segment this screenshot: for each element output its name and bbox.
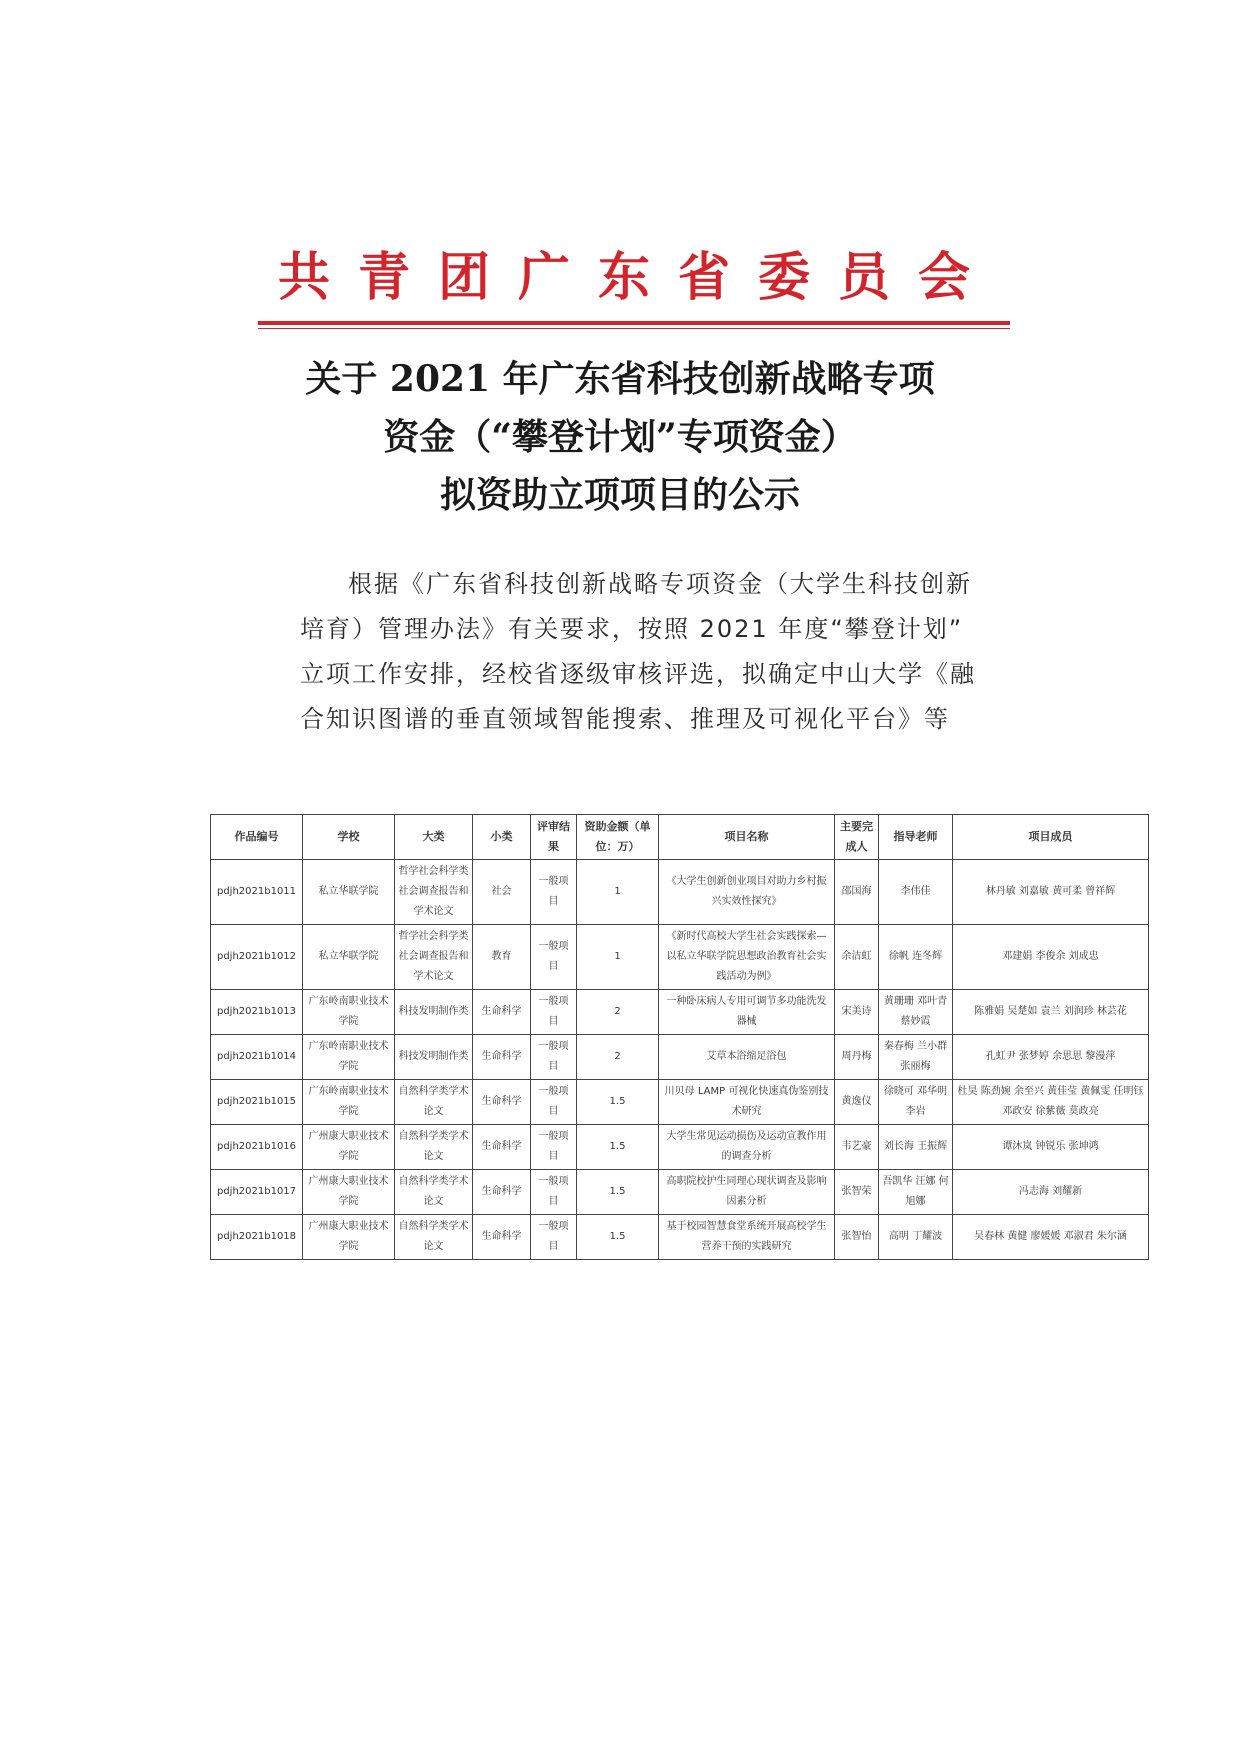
cell-id: pdjh2021b1011 <box>211 860 303 925</box>
cell-amount: 2 <box>577 1035 659 1080</box>
col-header-school: 学校 <box>303 815 395 860</box>
cell-school: 私立华联学院 <box>303 925 395 990</box>
cell-subcategory: 生命科学 <box>473 1035 531 1080</box>
cell-project-name: 一种卧床病人专用可调节多功能洗发器械 <box>659 990 835 1035</box>
table-row <box>211 1215 1149 1260</box>
table-row <box>211 860 1149 925</box>
cell-result: 一般项目 <box>531 1215 577 1260</box>
cell-school: 私立华联学院 <box>303 860 395 925</box>
col-header-project-name: 项目名称 <box>659 815 835 860</box>
cell-subcategory: 教育 <box>473 925 531 990</box>
cell-lead: 宋美诗 <box>835 990 879 1035</box>
cell-members: 冯志海 刘耀新 <box>953 1170 1149 1215</box>
cell-result: 一般项目 <box>531 990 577 1035</box>
cell-category: 自然科学类学术论文 <box>395 1125 473 1170</box>
table-row <box>211 1080 1149 1125</box>
cell-result: 一般项目 <box>531 925 577 990</box>
cell-project-name: 大学生常见运动损伤及运动宣教作用的调查分析 <box>659 1125 835 1170</box>
cell-id: pdjh2021b1017 <box>211 1170 303 1215</box>
cell-advisor: 徐晓可 邓华明 李岩 <box>879 1080 953 1125</box>
cell-subcategory: 生命科学 <box>473 1170 531 1215</box>
cell-members: 孔虹尹 张梦婷 余思思 黎漫萍 <box>953 1035 1149 1080</box>
cell-id: pdjh2021b1012 <box>211 925 303 990</box>
cell-members: 吴春林 黄健 廖媛媛 邓淑君 朱尔涵 <box>953 1215 1149 1260</box>
table-header-row <box>211 815 1149 860</box>
body-line-2: 培育）管理办法》有关要求，按照 2021 年度“攀登计划” <box>300 615 964 643</box>
cell-id: pdjh2021b1013 <box>211 990 303 1035</box>
col-header-lead: 主要完成人 <box>835 815 879 860</box>
col-header-members: 项目成员 <box>953 815 1149 860</box>
cell-amount: 1 <box>577 860 659 925</box>
cell-category: 自然科学类学术论文 <box>395 1080 473 1125</box>
cell-result: 一般项目 <box>531 1170 577 1215</box>
cell-amount: 1.5 <box>577 1170 659 1215</box>
cell-subcategory: 生命科学 <box>473 1215 531 1260</box>
letterhead-rule-thin <box>258 328 1010 329</box>
cell-amount: 2 <box>577 990 659 1035</box>
body-line-1: 根据《广东省科技创新战略专项资金（大学生科技创新 <box>348 570 972 598</box>
table-row <box>211 990 1149 1035</box>
cell-id: pdjh2021b1018 <box>211 1215 303 1260</box>
cell-school: 广州康大职业技术学院 <box>303 1215 395 1260</box>
cell-members: 陈雅娟 吴楚如 袁兰 刘润珍 林芸花 <box>953 990 1149 1035</box>
cell-advisor: 徐帆 连冬辉 <box>879 925 953 990</box>
cell-result: 一般项目 <box>531 1125 577 1170</box>
cell-project-name: 基于校园智慧食堂系统开展高校学生营养干预的实践研究 <box>659 1215 835 1260</box>
cell-project-name: 川贝母 LAMP 可视化快速真伪鉴别技术研究 <box>659 1080 835 1125</box>
cell-lead: 黄逸仪 <box>835 1080 879 1125</box>
col-header-category: 大类 <box>395 815 473 860</box>
table-row <box>211 925 1149 990</box>
cell-advisor: 黄珊珊 邓叶青 蔡妙霞 <box>879 990 953 1035</box>
col-header-result: 评审结果 <box>531 815 577 860</box>
cell-subcategory: 生命科学 <box>473 990 531 1035</box>
cell-advisor: 李伟佳 <box>879 860 953 925</box>
letterhead-org-name: 共青团广东省委员会 <box>277 247 998 308</box>
cell-amount: 1.5 <box>577 1080 659 1125</box>
cell-subcategory: 生命科学 <box>473 1080 531 1125</box>
cell-amount: 1 <box>577 925 659 990</box>
cell-project-name: 艾草本浴缩足浴包 <box>659 1035 835 1080</box>
projects-table <box>210 814 1149 1260</box>
cell-advisor: 吾凯华 汪娜 何旭娜 <box>879 1170 953 1215</box>
cell-lead: 张智怡 <box>835 1215 879 1260</box>
body-line-3: 立项工作安排，经校省逐级审核评选，拟确定中山大学《融 <box>300 660 976 688</box>
cell-amount: 1.5 <box>577 1125 659 1170</box>
col-header-subcategory: 小类 <box>473 815 531 860</box>
cell-lead: 周丹梅 <box>835 1035 879 1080</box>
cell-id: pdjh2021b1014 <box>211 1035 303 1080</box>
cell-advisor: 秦春梅 兰小群 张丽梅 <box>879 1035 953 1080</box>
cell-subcategory: 生命科学 <box>473 1125 531 1170</box>
title-line-1: 关于 2021 年广东省科技创新战略专项 <box>305 358 935 400</box>
table-row <box>211 1035 1149 1080</box>
col-header-id: 作品编号 <box>211 815 303 860</box>
cell-category: 科技发明制作类 <box>395 990 473 1035</box>
cell-lead: 邵国海 <box>835 860 879 925</box>
cell-amount: 1.5 <box>577 1215 659 1260</box>
col-header-amount: 资助金额（单位：万） <box>577 815 659 860</box>
cell-category: 科技发明制作类 <box>395 1035 473 1080</box>
cell-school: 广东岭南职业技术学院 <box>303 1080 395 1125</box>
letterhead-rule-thick <box>258 321 1010 325</box>
cell-category: 哲学社会科学类社会调查报告和学术论文 <box>395 860 473 925</box>
cell-result: 一般项目 <box>531 1080 577 1125</box>
cell-result: 一般项目 <box>531 1035 577 1080</box>
cell-project-name: 《大学生创新创业项目对助力乡村振兴实效性探究》 <box>659 860 835 925</box>
table-row <box>211 1125 1149 1170</box>
cell-id: pdjh2021b1015 <box>211 1080 303 1125</box>
body-line-4: 合知识图谱的垂直领域智能搜索、推理及可视化平台》等 <box>300 705 950 733</box>
title-line-2: 资金（“攀登计划”专项资金） <box>383 416 857 458</box>
cell-category: 自然科学类学术论文 <box>395 1170 473 1215</box>
table-row <box>211 1170 1149 1215</box>
cell-result: 一般项目 <box>531 860 577 925</box>
cell-members: 杜昊 陈劲婉 余至兴 黄佳莹 黄佩雯 任明钰 邓政安 徐紫薇 莫政亮 <box>953 1080 1149 1125</box>
cell-advisor: 高明 丁耀波 <box>879 1215 953 1260</box>
cell-school: 广州康大职业技术学院 <box>303 1125 395 1170</box>
cell-project-name: 高职院校护生同理心现状调查及影响因素分析 <box>659 1170 835 1215</box>
cell-lead: 余洁虹 <box>835 925 879 990</box>
title-line-3: 拟资助立项项目的公示 <box>439 474 800 516</box>
col-header-advisor: 指导老师 <box>879 815 953 860</box>
cell-school: 广东岭南职业技术学院 <box>303 1035 395 1080</box>
cell-id: pdjh2021b1016 <box>211 1125 303 1170</box>
cell-members: 邓建娟 李俊余 刘成忠 <box>953 925 1149 990</box>
cell-project-name: 《新时代高校大学生社会实践探索—以私立华联学院思想政治教育社会实践活动为例》 <box>659 925 835 990</box>
cell-subcategory: 社会 <box>473 860 531 925</box>
cell-school: 广东岭南职业技术学院 <box>303 990 395 1035</box>
cell-lead: 韦艺豪 <box>835 1125 879 1170</box>
body-paragraph <box>300 562 976 742</box>
document-title <box>290 350 950 524</box>
cell-members: 林丹敏 刘嘉敏 黄可柔 曾祥辉 <box>953 860 1149 925</box>
cell-advisor: 刘长海 王振辉 <box>879 1125 953 1170</box>
cell-members: 谭沐岚 钟锐乐 张坤鸿 <box>953 1125 1149 1170</box>
cell-category: 自然科学类学术论文 <box>395 1215 473 1260</box>
cell-category: 哲学社会科学类社会调查报告和学术论文 <box>395 925 473 990</box>
cell-school: 广州康大职业技术学院 <box>303 1170 395 1215</box>
cell-lead: 张智荣 <box>835 1170 879 1215</box>
